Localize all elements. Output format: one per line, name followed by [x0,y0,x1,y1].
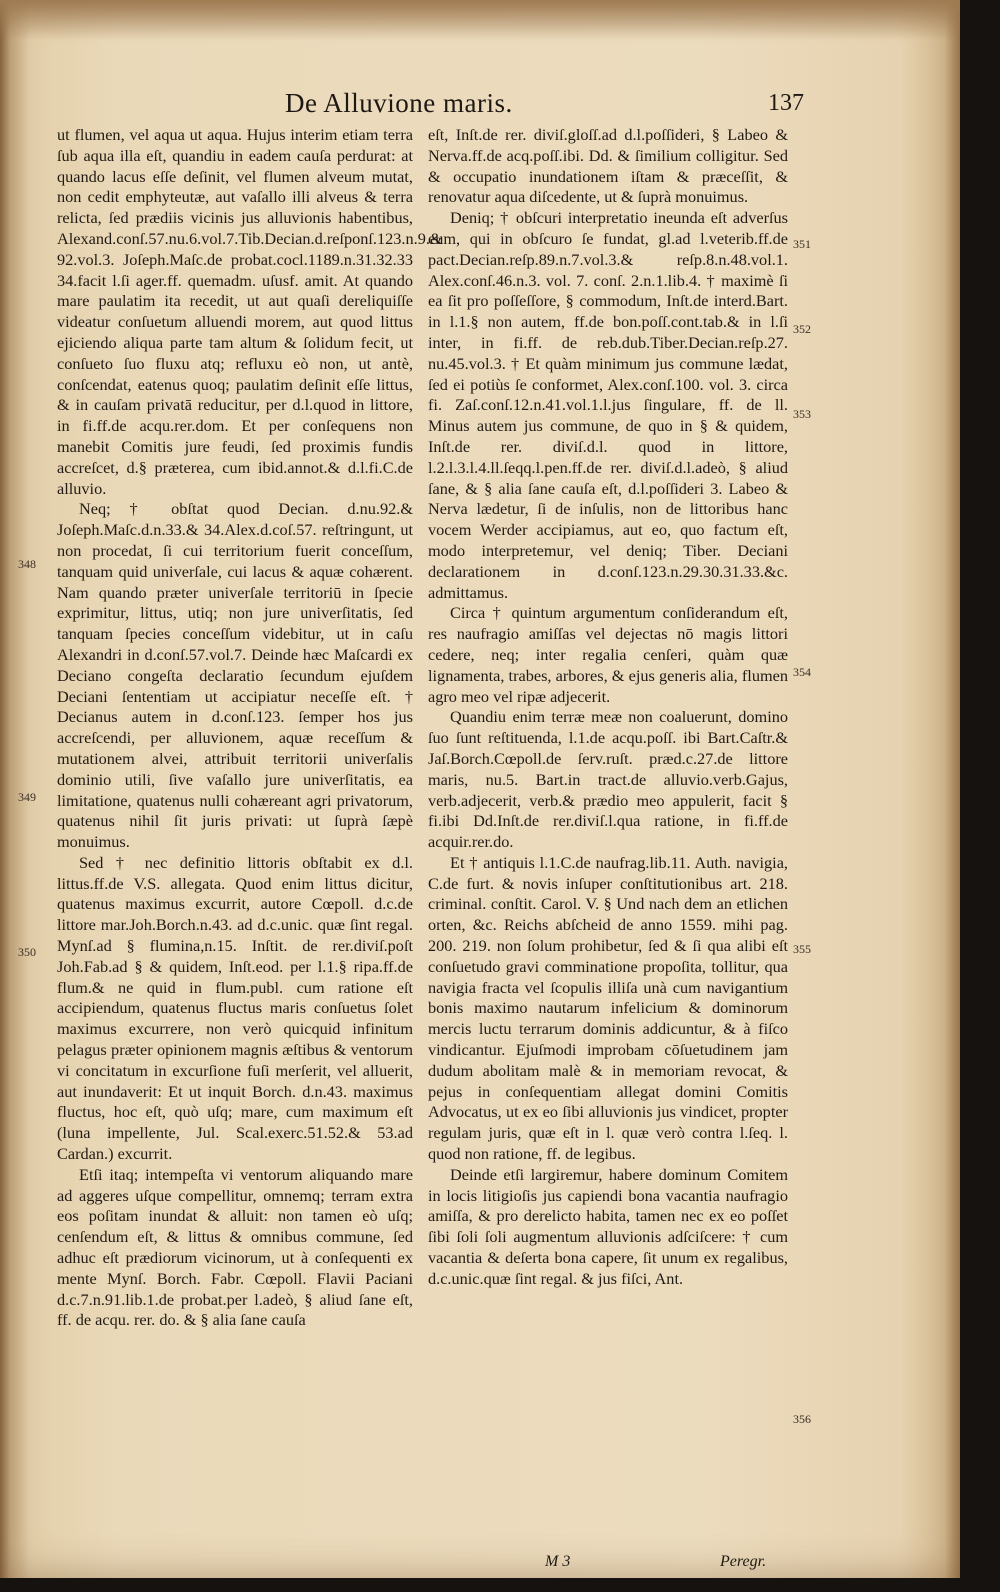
margin-number: 356 [793,1412,811,1426]
paragraph: Deniq; † obſcuri interpretatio ineunda eſt adverſus eum, qui in obſcuro ſe fundat, gl.ad l.veterib.ff.de pact.Decian.reſp.89.n.7.vol.3.& reſp.8.n.48.vol.1. Alex.conſ.46.n.3. vol. 7. conſ. 2.n.1.lib.4. † maximè ſi ea ſit pro poſſeſſore, § commodum, Inſt.de interd.Bart. in l.1.§ non autem, ff.de bon.poſſ.cont.tab.& in l.ſi inter, in fi.ff. de reb.dub.Tiber.Decian.reſp.27. nu.45.vol.3. † Et quàm minimum jus commune lædat, ſed ei potiùs ſe conformet, Alex.conſ.100. vol. 3. circa fi. Zaſ.conſ.12.n.41.vol.1.l.jus ſingulare, ff. de ll. Minus autem jus commune, de quo in § & quidem, Inſt.de rer. diviſ.d.l. quod in littore, l.2.l.3.l.4.ll.ſeqq.l.pen.ff.de rer. diviſ.d.l.adeò, § aliud ſane, & § alia ſane cauſa eſt, d.l.poſſideri 3. Labeo & Nerva lædetur, ſi de inſulis, non de littoribus hanc vocem Werder accipiamus, aut eo, quo factum eſt, modo interpretemur, vel deniq; Tiber. Deciani declarationem in d.conſ.123.n.29.30.31.33.&c. admittamus. [428,208,788,602]
margin-number: 355 [793,942,811,956]
paragraph: Et † antiquis l.1.C.de naufrag.lib.11. Auth. navigia, C.de furt. & novis inſuper conſtitutionibus art. 218. criminal. conſtit. Carol. V. § Und nach dem an etlichen orten, &c. Reichs abſcheid de anno 1559. mihi pag. 200. 219. non ſolum prohibetur, ſed & ſi qua alibi eſt conſuetudo gravi comminatione propoſita, tollitur, qua navigia fracta vel ſcopulis illiſa unà cum navigantium bonis maximo nautarum infelicium & dominorum mercis luctu terrarum dominis addicuntur, & à fiſco vindicantur. Ejuſmodi improbam cōſuetudinem jam dudum abolitam malè & in memoriam revocat, & pejus in conſequentiam allegat domini Comitis Advocatus, ut ex eo ſibi alluvionis jus vindicet, propter regulam juris, quæ eſt in l. quæ verò contra l.ſeq. l. quod non ratione, ff. de legibus. [428,852,788,1164]
page-number: 137 [768,90,804,116]
paragraph: Sed † nec definitio littoris obſtabit ex d.l. littus.ff.de V.S. allegata. Quod enim littus dicitur, quatenus maximus excurrit, autore Cœpoll. d.c.de littore mar.Joh.Borch.n.43. ad d.c.unic. quæ ſint regal. Mynſ.ad § flumina,n.15. Inſtit. de rer.diviſ.poſt Joh.Fab.ad § & quidem, Inſt.eod. per l.1.§ ripa.ff.de flum.& ne quid in flum.publ. cum ratione eſt accipiendum, quatenus fluctus maris conſuetus ſolet maximus excurrere, non verò quicquid infinitum pelagus præter opinionem magnis æſtibus & ventorum vi concitatum in excurſione fuſi merſerit, vel alluerit, aut inundaverit: Et ut inquit Borch. d.n.43. maximus fluctus, hoc eſt, quò uſq; mare, cum maximum eſt (luna impellente, Jul. Scal.exerc.51.52.& 53.ad Cardan.) excurrit. [57,852,413,1164]
paragraph: Neq; † obſtat quod Decian. d.nu.92.& Joſeph.Maſc.d.n.33.& 34.Alex.d.coſ.57. reſtringunt, ut non procedat, ſi cui territorium fuerit conceſſum, tanquam quid univerſale, cui lacus & aquæ cohærent. Nam quando præter univerſale territoriū in ſpecie exprimitur, littus, utiq; non jure univerſitatis, ſed tanquam ſpecies conceſſum videbitur, ut in caſu Alexandri in d.conſ.57.vol.7. Deinde hæc Maſcardi ex Deciano congeſta declaratio ſecundum ejuſdem Deciani ſententiam ut accipiatur neceſſe eſt. † Decianus autem in d.conſ.123. ſemper hos jus accreſcendi, per alluvionem, aquæ receſſum & mutationem alvei, attribuit territorii univerſalis dominio utili, ſive vaſallo jure univerſitatis, ea limitatione, quatenus nulli cohæreant agri privatorum, quatenus nihil ſit juris privati: ut ſuprà ſæpè monuimus. [57,499,413,852]
catchword: Peregr. [720,1553,767,1570]
margin-number: 348 [18,557,36,571]
margin-number: 350 [18,945,36,959]
margin-number: 354 [793,665,811,679]
margin-number: 352 [793,322,811,336]
left-column [57,125,443,1331]
margin-number: 353 [793,407,811,421]
right-column [428,125,788,1290]
signature-mark: M 3 [545,1553,571,1570]
margin-number: 351 [793,237,811,251]
margin-number: 349 [18,790,36,804]
paragraph: Etſi itaq; intempeſta vi ventorum aliquando mare ad aggeres uſque compellitur, omnemq; terram extra eos poſitam inundat & alluit: non tamen eò uſq; cenſendum eſt, & littus & omnibus commune, ſed adhuc eſt prædiorum vicinorum, ut à conſequenti ex mente Mynſ. Borch. Fabr. Cœpoll. Flavii Paciani d.c.7.n.91.lib.1.de probat.per l.adeò, § aliud ſane eſt, ff. de acqu. rer. do. & § alia ſane cauſa [57,1164,413,1330]
paragraph: eſt, Inſt.de rer. diviſ.gloſſ.ad d.l.poſſideri, § Labeo & Nerva.ff.de acq.poſſ.ibi. Dd. & ſimilium colligitur. Sed & occupatio inundationem iſtam & præceſſit, & renovatur aqua diſcedente, ut & ſuprà monuimus. [428,125,788,207]
paragraph: ut flumen, vel aqua ut aqua. Hujus interim etiam terra ſub aqua illa eſt, quandiu in eadem cauſa perdurat: at quando lacus eſſe deſinit, vel flumen alveum mutat, non cedit emphyteutæ, aut vaſallo illi alveus & terra relicta, ſed prædiis vicinis jus alluvionis habentibus, Alexand.conſ.57.nu.6.vol.7.Tib.Decian.d.reſponſ.123.n.9.& 92.vol.3. Joſeph.Maſc.de probat.cocl.1189.n.31.32.33 34.facit l.ſi ager.ff. quemadm. uſusf. amit. At quando mare paulatim ita recedit, ut aut quaſi dereliquiſſe videatur conſuetum alluendi morem, aut quod littus ejiciendo aliqua parte tam altum & ſolidum fecit, ut conſueto ſuo fluxu atq; refluxu eò non, ut antè, conſcendat, eatenus quoq; paulatim deſinit eſſe littus, & in cauſam privatā reducitur, per d.l.quod in littore, in fi.ff.de acqu.rer.dom. Et per conſequens non manebit Comitis jure feudi, ſed proximis fundis accreſcet, d.§ præterea, cum ibid.annot.& d.l.fi.C.de alluvio. [57,125,443,498]
paragraph: Circa † quintum argumentum conſiderandum eſt, res naufragio amiſſas vel dejectas nō magis littori cedere, neq; inter regalia cenſeri, quàm quæ lignamenta, trabes, arbores, & ejus generis alia, flumen agro meo vel ripæ adjecerit. [428,603,788,706]
paragraph: Deinde etſi largiremur, habere dominum Comitem in locis litigioſis jus capiendi bona vacantia naufragio amiſſa, & pro derelicto habita, tamen nec ex eo poſſet ſibi ſoli ſoli augmentum alluvionis adſciſcere: † cum vacantia & deſerta bona capere, ſit unum ex regalibus, d.c.unic.quæ ſint regal. & jus fiſci, Ant. [428,1164,788,1288]
running-title: De Alluvione maris. [285,88,513,118]
paragraph: Quandiu enim terræ meæ non coaluerunt, domino ſuo ſunt reſtituenda, l.1.de acqu.poſſ. ibi Bart.Caſtr.& Jaſ.Borch.Cœpoll.de ſerv.ruſt. præd.c.27.de littore maris, nu.5. Bart.in tract.de alluvio.verb.Gajus, verb.adjecerit, verb.& prædio meo appulerit, facit § fi.ibi Dd.Inſt.de rer.diviſ.l.qua ratione, in fi.ff.de acquir.rer.do. [428,707,788,852]
page-header [0,88,960,122]
